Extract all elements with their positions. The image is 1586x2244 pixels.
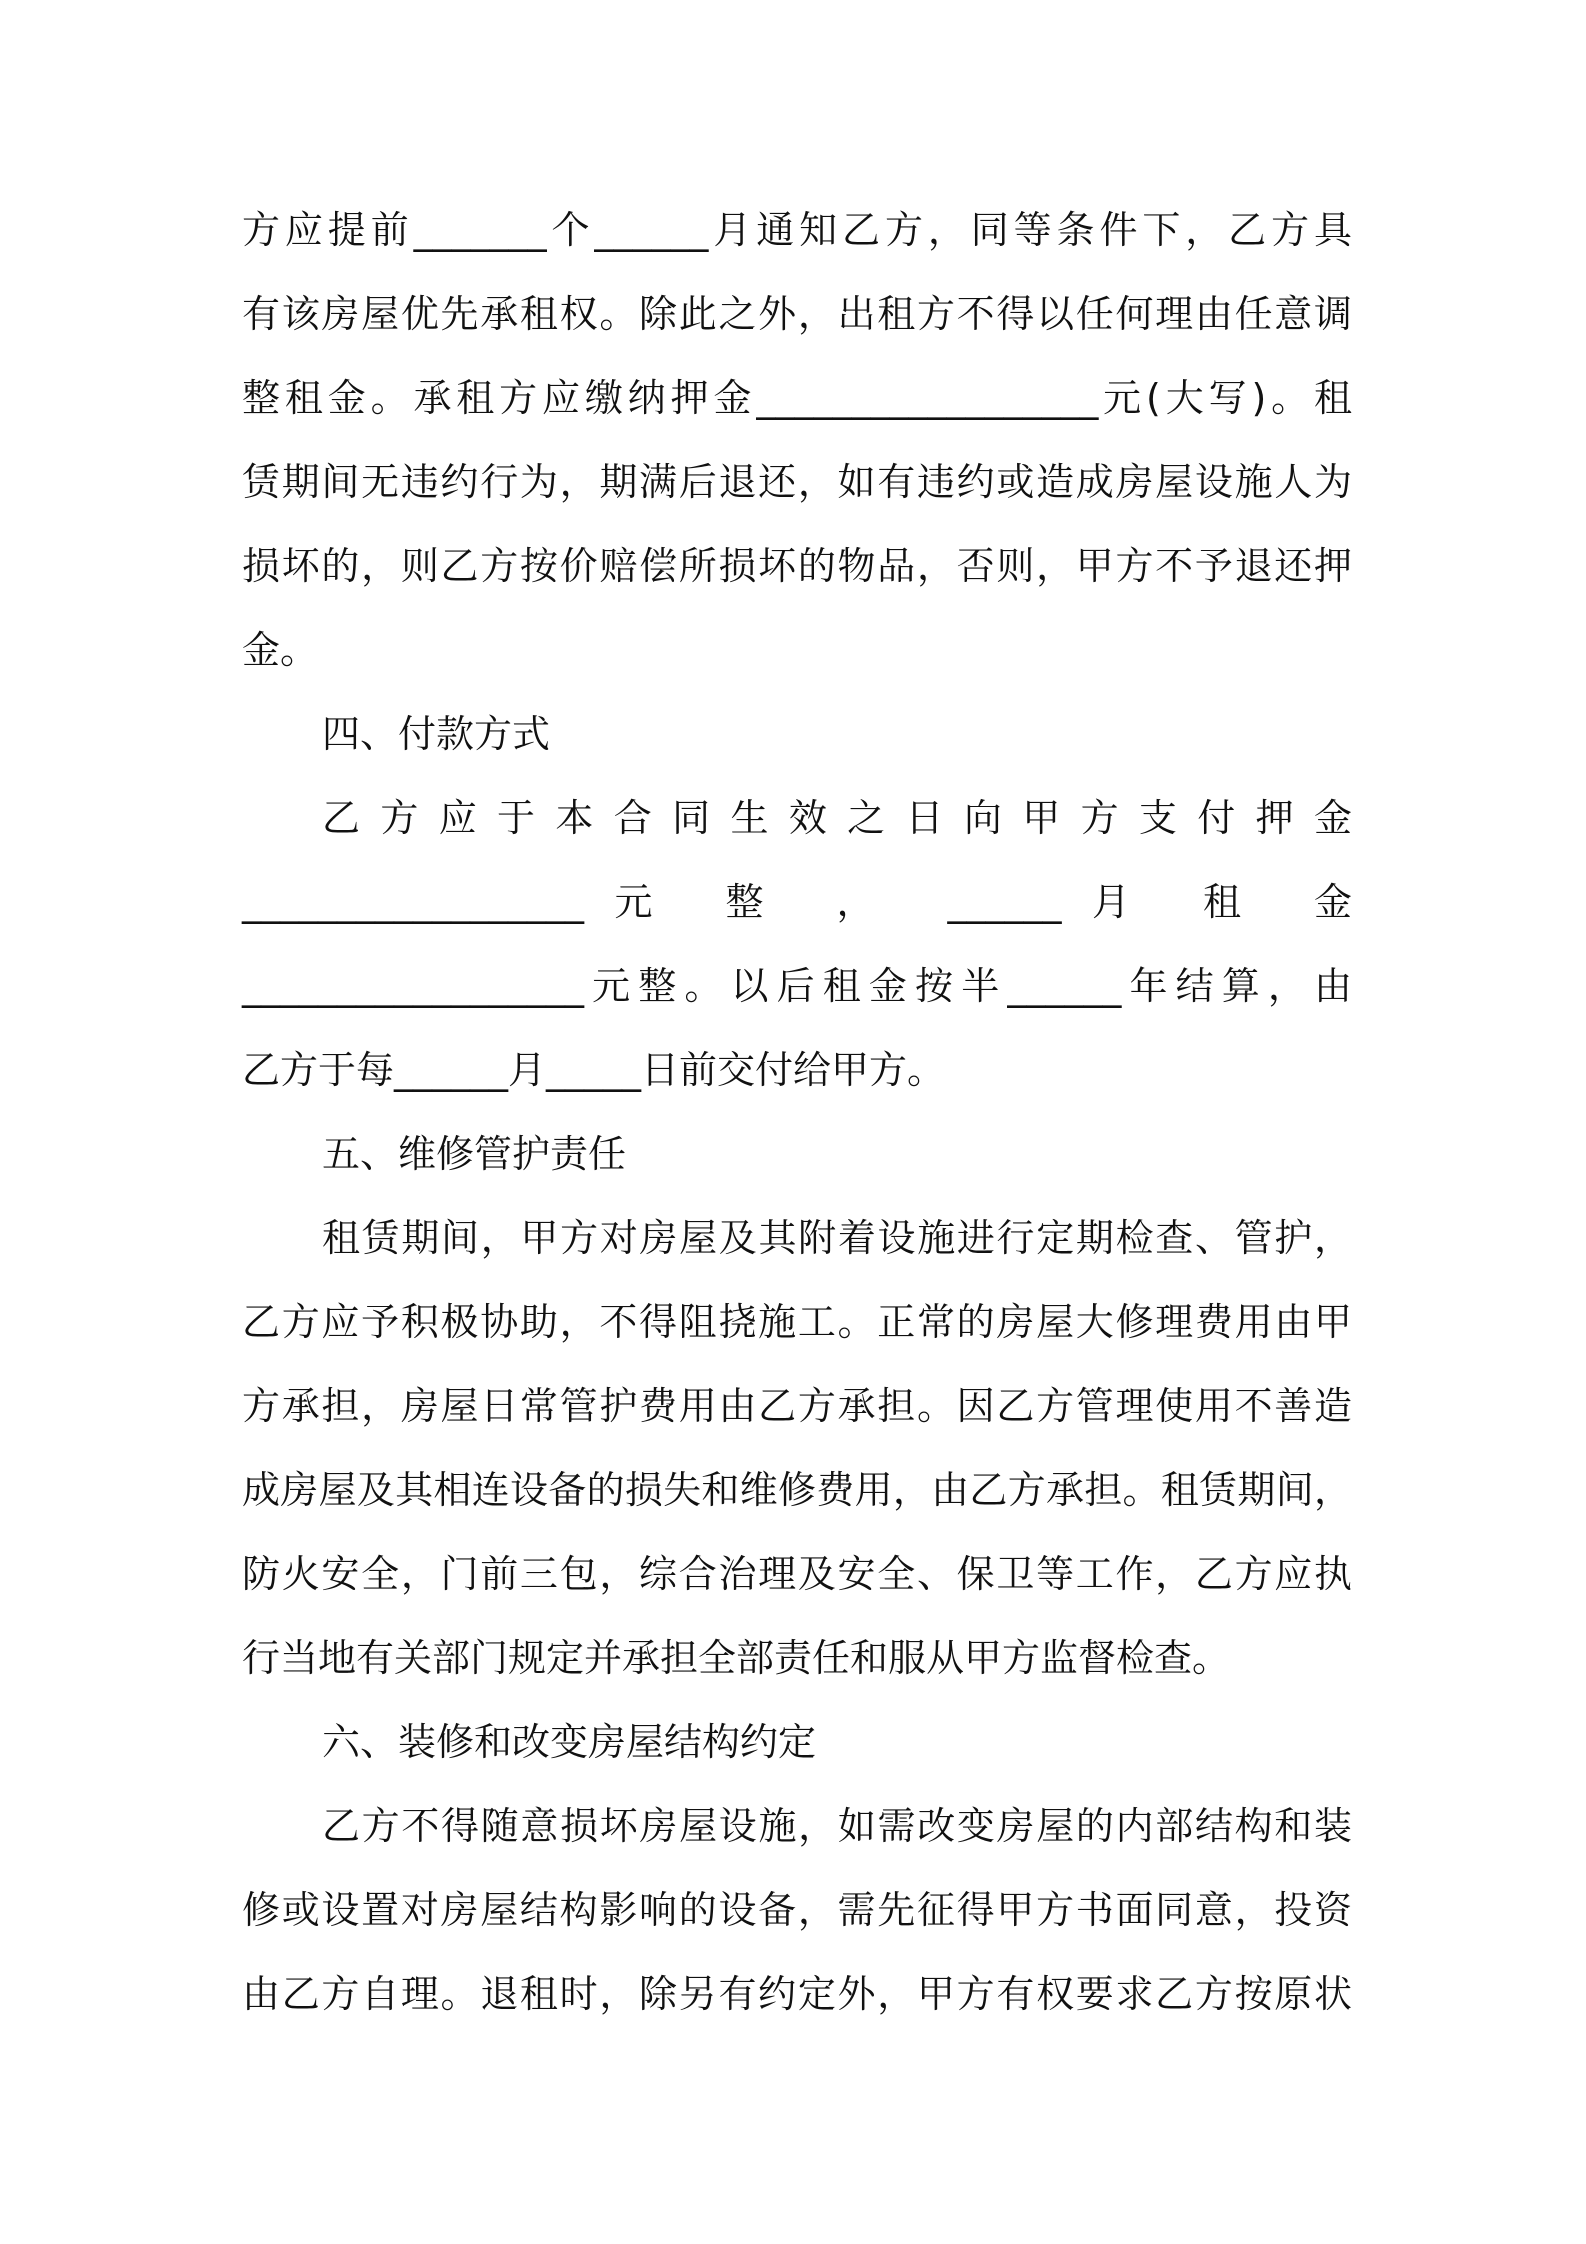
- text-line: 成房屋及其相连设备的损失和维修费用，由乙方承担。租赁期间，: [242, 1468, 1352, 1512]
- text-line: 行当地有关部门规定并承担全部责任和服从甲方监督检查。: [242, 1636, 1231, 1680]
- text-line: 损坏的，则乙方按价赔偿所损坏的物品，否则，甲方不予退还押: [242, 544, 1352, 588]
- section-heading: 六、装修和改变房屋结构约定: [322, 1720, 817, 1764]
- text-line: 乙方于每______月_____日前交付给甲方。: [242, 1048, 946, 1092]
- section-heading: 四、付款方式: [322, 712, 551, 756]
- text-line: 有该房屋优先承租权。除此之外，出租方不得以任何理由任意调: [242, 292, 1352, 336]
- text-line: 赁期间无违约行为，期满后退还，如有违约或造成房屋设施人为: [242, 460, 1352, 504]
- text-line: 金。: [242, 628, 319, 672]
- text-line: 防火安全，门前三包，综合治理及安全、保卫等工作，乙方应执: [242, 1552, 1352, 1596]
- text-line: 乙方应于本合同生效之日向甲方支付押金: [322, 796, 1352, 840]
- text-line: 整租金。承租方应缴纳押金__________________元(大写)。租: [242, 376, 1352, 420]
- section-heading: 五、维修管护责任: [322, 1132, 627, 1176]
- text-line: 修或设置对房屋结构影响的设备，需先征得甲方书面同意，投资: [242, 1888, 1352, 1932]
- text-line: 方承担，房屋日常管护费用由乙方承担。因乙方管理使用不善造: [242, 1384, 1352, 1428]
- text-line: 乙方不得随意损坏房屋设施，如需改变房屋的内部结构和装: [322, 1804, 1352, 1848]
- text-line: 方应提前_______个______月通知乙方，同等条件下，乙方具: [242, 208, 1352, 252]
- text-line: __________________元 整 ， ______月 租 金: [242, 880, 1352, 924]
- text-line: 乙方应予积极协助，不得阻挠施工。正常的房屋大修理费用由甲: [242, 1300, 1352, 1344]
- text-line: 由乙方自理。退租时，除另有约定外，甲方有权要求乙方按原状: [242, 1972, 1352, 2016]
- text-line: __________________元整。以后租金按半______年结算，由: [242, 964, 1352, 1008]
- text-line: 租赁期间，甲方对房屋及其附着设施进行定期检查、管护，: [322, 1216, 1352, 1260]
